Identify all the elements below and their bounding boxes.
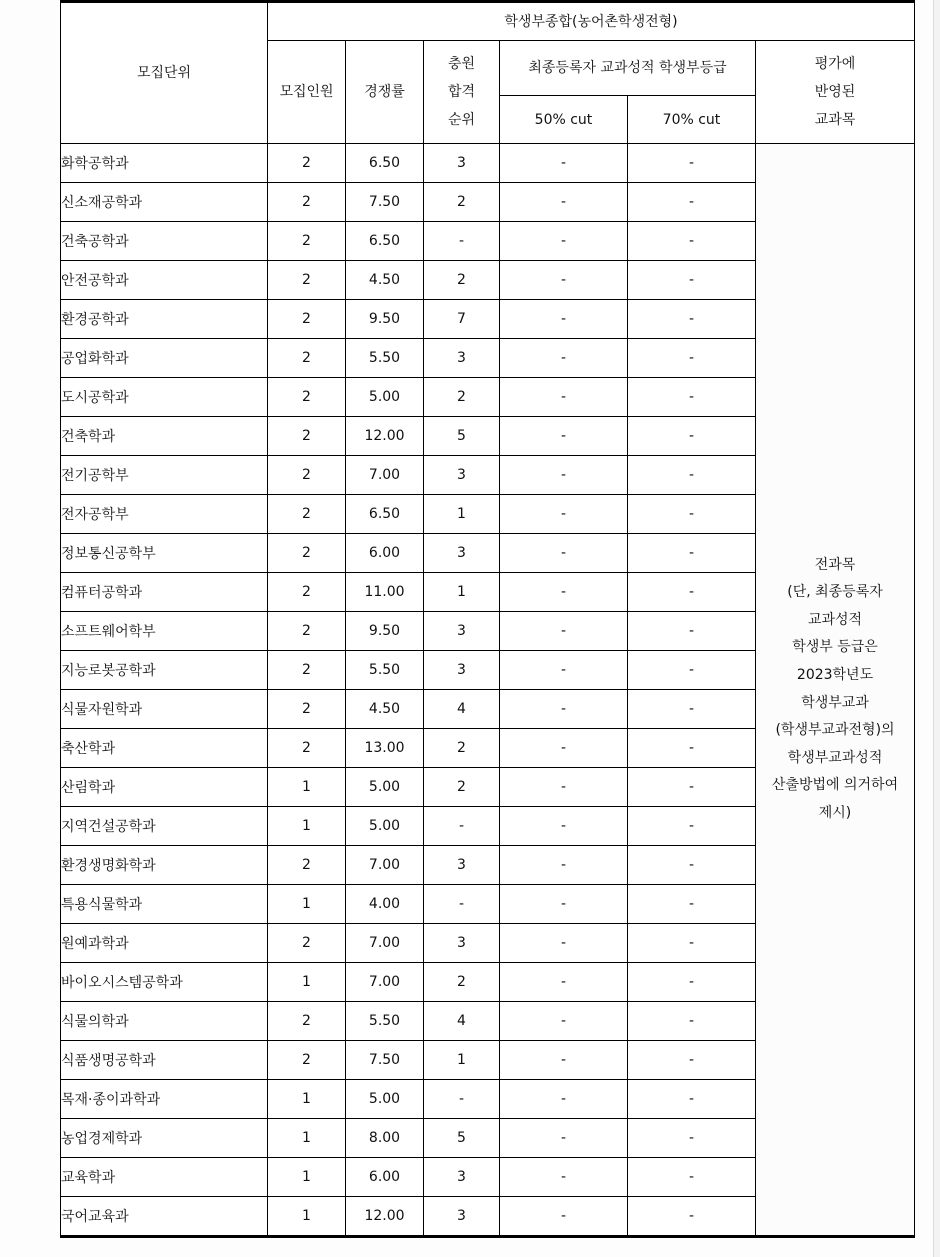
competition-cell: 5.50 [346, 651, 424, 690]
waitlist-rank-cell: 3 [424, 846, 500, 885]
waitlist-rank-cell: 2 [424, 183, 500, 222]
waitlist-rank-cell: 3 [424, 1197, 500, 1237]
competition-cell: 5.50 [346, 1002, 424, 1041]
waitlist-rank-cell: 2 [424, 963, 500, 1002]
cut50-cell: - [500, 495, 628, 534]
table-row [61, 144, 915, 183]
cut50-cell: - [500, 729, 628, 768]
competition-cell: 7.00 [346, 924, 424, 963]
cut70-cell: - [628, 261, 756, 300]
cut70-cell: - [628, 1041, 756, 1080]
quota-cell: 2 [268, 339, 346, 378]
waitlist-rank-cell: 1 [424, 1041, 500, 1080]
waitlist-rank-cell: 2 [424, 768, 500, 807]
cut50-cell: - [500, 456, 628, 495]
unit-cell: 환경공학과 [61, 300, 268, 339]
quota-cell: 2 [268, 612, 346, 651]
quota-cell: 2 [268, 651, 346, 690]
unit-cell: 소프트웨어학부 [61, 612, 268, 651]
cut70-cell: - [628, 963, 756, 1002]
cut70-cell: - [628, 1158, 756, 1197]
competition-cell: 5.50 [346, 339, 424, 378]
competition-cell: 7.00 [346, 963, 424, 1002]
cut70-cell: - [628, 885, 756, 924]
waitlist-rank-cell: 3 [424, 534, 500, 573]
cut50-cell: - [500, 963, 628, 1002]
cut50-cell: - [500, 1119, 628, 1158]
competition-cell: 13.00 [346, 729, 424, 768]
cut70-cell: - [628, 378, 756, 417]
quota-cell: 1 [268, 768, 346, 807]
cut50-cell: - [500, 651, 628, 690]
competition-cell: 11.00 [346, 573, 424, 612]
waitlist-rank-cell: 2 [424, 729, 500, 768]
competition-cell: 7.00 [346, 456, 424, 495]
competition-cell: 4.50 [346, 690, 424, 729]
cut50-cell: - [500, 1002, 628, 1041]
quota-cell: 2 [268, 534, 346, 573]
quota-cell: 2 [268, 729, 346, 768]
unit-cell: 공업화학과 [61, 339, 268, 378]
competition-cell: 12.00 [346, 417, 424, 456]
quota-cell: 2 [268, 456, 346, 495]
quota-cell: 2 [268, 1002, 346, 1041]
cut70-cell: - [628, 846, 756, 885]
waitlist-rank-cell: 5 [424, 417, 500, 456]
competition-cell: 5.00 [346, 768, 424, 807]
cut70-cell: - [628, 651, 756, 690]
waitlist-rank-cell: 3 [424, 144, 500, 183]
cut50-cell: - [500, 339, 628, 378]
cut50-cell: - [500, 885, 628, 924]
header-cut70: 70% cut [628, 96, 756, 144]
waitlist-rank-cell: 3 [424, 612, 500, 651]
competition-cell: 5.00 [346, 807, 424, 846]
unit-cell: 지역건설공학과 [61, 807, 268, 846]
cut70-cell: - [628, 183, 756, 222]
cut70-cell: - [628, 807, 756, 846]
cut50-cell: - [500, 300, 628, 339]
unit-cell: 건축학과 [61, 417, 268, 456]
quota-cell: 2 [268, 261, 346, 300]
competition-cell: 4.50 [346, 261, 424, 300]
unit-cell: 정보통신공학부 [61, 534, 268, 573]
unit-cell: 전기공학부 [61, 456, 268, 495]
quota-cell: 2 [268, 1041, 346, 1080]
unit-cell: 화학공학과 [61, 144, 268, 183]
note-line: 학생부교과 [801, 694, 869, 711]
note-line: (학생부교과전형)의 [775, 722, 895, 739]
cut70-cell: - [628, 456, 756, 495]
waitlist-rank-cell: 3 [424, 1158, 500, 1197]
quota-cell: 2 [268, 417, 346, 456]
cut50-cell: - [500, 183, 628, 222]
unit-cell: 식물의학과 [61, 1002, 268, 1041]
waitlist-rank-cell: - [424, 1080, 500, 1119]
header-competition: 경쟁률 [346, 41, 424, 144]
unit-cell: 환경생명화학과 [61, 846, 268, 885]
competition-cell: 8.00 [346, 1119, 424, 1158]
header-unit: 모집단위 [61, 2, 268, 144]
cut70-cell: - [628, 1119, 756, 1158]
cut70-cell: - [628, 495, 756, 534]
quota-cell: 2 [268, 378, 346, 417]
waitlist-rank-cell: 1 [424, 495, 500, 534]
cut70-cell: - [628, 144, 756, 183]
cut70-cell: - [628, 768, 756, 807]
quota-cell: 2 [268, 300, 346, 339]
waitlist-rank-cell: 3 [424, 339, 500, 378]
note-line: 2023학년도 [796, 666, 874, 683]
cut50-cell: - [500, 222, 628, 261]
quota-cell: 1 [268, 1158, 346, 1197]
waitlist-rank-cell: - [424, 885, 500, 924]
cut50-cell: - [500, 378, 628, 417]
quota-cell: 2 [268, 690, 346, 729]
quota-cell: 2 [268, 924, 346, 963]
unit-cell: 안전공학과 [61, 261, 268, 300]
unit-cell: 식품생명공학과 [61, 1041, 268, 1080]
cut50-cell: - [500, 690, 628, 729]
cut70-cell: - [628, 573, 756, 612]
competition-cell: 7.50 [346, 1041, 424, 1080]
cut50-cell: - [500, 1158, 628, 1197]
competition-cell: 6.50 [346, 144, 424, 183]
cut50-cell: - [500, 144, 628, 183]
cut70-cell: - [628, 1080, 756, 1119]
unit-cell: 특용식물학과 [61, 885, 268, 924]
header-grade-group: 최종등록자 교과성적 학생부등급 [500, 41, 756, 96]
cut50-cell: - [500, 1080, 628, 1119]
scrollbar-track[interactable] [933, 0, 940, 1257]
competition-cell: 6.00 [346, 1158, 424, 1197]
waitlist-rank-cell: 1 [424, 573, 500, 612]
competition-cell: 7.00 [346, 846, 424, 885]
note-line: (단, 최종등록자 [787, 584, 883, 601]
quota-cell: 2 [268, 144, 346, 183]
waitlist-rank-cell: - [424, 222, 500, 261]
note-line: 학생부교과성적 [787, 749, 883, 766]
quota-cell: 2 [268, 573, 346, 612]
cut50-cell: - [500, 612, 628, 651]
cut50-cell: - [500, 1197, 628, 1237]
unit-cell: 식물자원학과 [61, 690, 268, 729]
unit-cell: 목재·종이과학과 [61, 1080, 268, 1119]
note-line: 제시) [818, 804, 852, 821]
unit-cell: 축산학과 [61, 729, 268, 768]
quota-cell: 1 [268, 807, 346, 846]
cut50-cell: - [500, 534, 628, 573]
cut70-cell: - [628, 612, 756, 651]
competition-cell: 6.50 [346, 495, 424, 534]
competition-cell: 9.50 [346, 612, 424, 651]
waitlist-rank-cell: 3 [424, 651, 500, 690]
admissions-table [60, 0, 915, 1238]
cut50-cell: - [500, 573, 628, 612]
competition-cell: 12.00 [346, 1197, 424, 1237]
unit-cell: 도시공학과 [61, 378, 268, 417]
waitlist-rank-cell: 2 [424, 378, 500, 417]
unit-cell: 바이오시스템공학과 [61, 963, 268, 1002]
waitlist-rank-cell: 7 [424, 300, 500, 339]
cut50-cell: - [500, 846, 628, 885]
competition-cell: 4.00 [346, 885, 424, 924]
quota-cell: 1 [268, 1080, 346, 1119]
cut70-cell: - [628, 339, 756, 378]
cut70-cell: - [628, 1002, 756, 1041]
competition-cell: 6.50 [346, 222, 424, 261]
cut50-cell: - [500, 807, 628, 846]
note-line: 교과성적 [807, 611, 863, 628]
unit-cell: 산림학과 [61, 768, 268, 807]
cut70-cell: - [628, 222, 756, 261]
waitlist-rank-cell: 5 [424, 1119, 500, 1158]
unit-cell: 지능로봇공학과 [61, 651, 268, 690]
waitlist-rank-cell: 4 [424, 1002, 500, 1041]
waitlist-rank-cell: 3 [424, 924, 500, 963]
cut70-cell: - [628, 690, 756, 729]
cut70-cell: - [628, 729, 756, 768]
waitlist-rank-cell: - [424, 807, 500, 846]
header-waitlist-rank: 충원 합격 순위 [424, 41, 500, 144]
quota-cell: 1 [268, 963, 346, 1002]
unit-cell: 국어교육과 [61, 1197, 268, 1237]
cut70-cell: - [628, 1197, 756, 1237]
competition-cell: 9.50 [346, 300, 424, 339]
unit-cell: 건축공학과 [61, 222, 268, 261]
note-line: 산출방법에 의거하여 [771, 777, 899, 794]
waitlist-rank-cell: 2 [424, 261, 500, 300]
competition-cell: 5.00 [346, 378, 424, 417]
waitlist-rank-cell: 3 [424, 456, 500, 495]
quota-cell: 1 [268, 1119, 346, 1158]
competition-cell: 7.50 [346, 183, 424, 222]
unit-cell: 원예과학과 [61, 924, 268, 963]
cut50-cell: - [500, 261, 628, 300]
header-cut50: 50% cut [500, 96, 628, 144]
quota-cell: 2 [268, 846, 346, 885]
cut50-cell: - [500, 924, 628, 963]
unit-cell: 신소재공학과 [61, 183, 268, 222]
cut70-cell: - [628, 417, 756, 456]
competition-cell: 6.00 [346, 534, 424, 573]
header-group-title: 학생부종합(농어촌학생전형) [268, 2, 915, 41]
cut70-cell: - [628, 924, 756, 963]
unit-cell: 컴퓨터공학과 [61, 573, 268, 612]
cut50-cell: - [500, 1041, 628, 1080]
unit-cell: 전자공학부 [61, 495, 268, 534]
quota-cell: 2 [268, 495, 346, 534]
header-quota: 모집인원 [268, 41, 346, 144]
note-line: 학생부 등급은 [792, 639, 878, 656]
unit-cell: 농업경제학과 [61, 1119, 268, 1158]
quota-cell: 2 [268, 183, 346, 222]
quota-cell: 2 [268, 222, 346, 261]
competition-cell: 5.00 [346, 1080, 424, 1119]
cut50-cell: - [500, 768, 628, 807]
cut70-cell: - [628, 300, 756, 339]
cut70-cell: - [628, 534, 756, 573]
header-subjects: 평가에 반영된 교과목 [756, 41, 915, 144]
note-line: 전과목 [814, 556, 856, 573]
cut50-cell: - [500, 417, 628, 456]
quota-cell: 1 [268, 1197, 346, 1237]
quota-cell: 1 [268, 885, 346, 924]
waitlist-rank-cell: 4 [424, 690, 500, 729]
unit-cell: 교육학과 [61, 1158, 268, 1197]
table-body [61, 144, 915, 1237]
subjects-note [756, 144, 915, 1237]
